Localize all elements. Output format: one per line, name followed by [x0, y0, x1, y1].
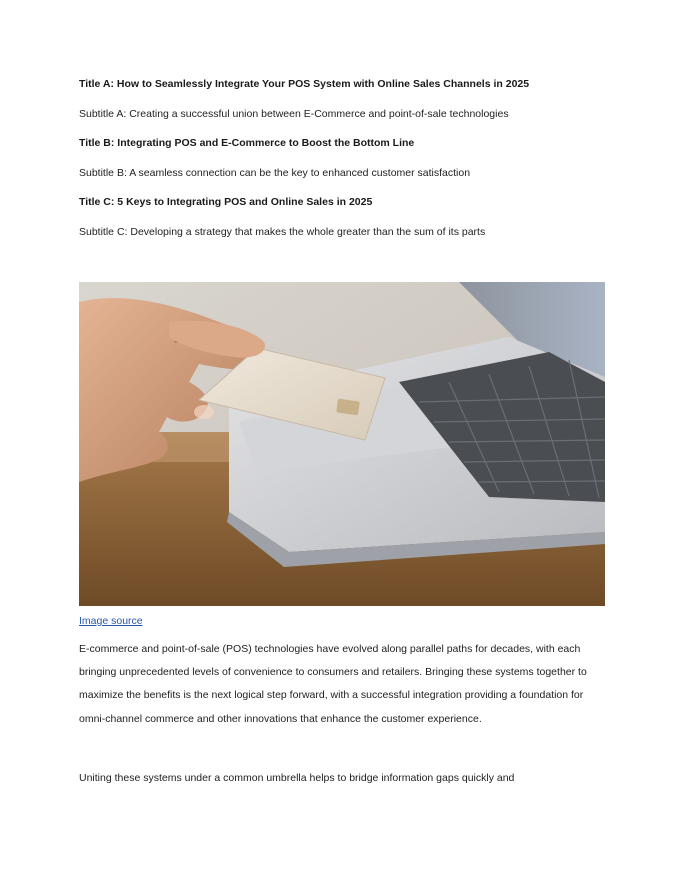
title-a: Title A: How to Seamlessly Integrate Your POS System with Online Sales Channels in 2025 [79, 78, 530, 90]
body-paragraph-2: Uniting these systems under a common umbrella helps to bridge information gaps quickly and [79, 772, 515, 784]
image-source-link[interactable]: Image source [79, 615, 143, 627]
title-b: Title B: Integrating POS and E-Commerce to Boost the Bottom Line [79, 137, 415, 149]
subtitle-c: Subtitle C: Developing a strategy that makes the whole greater than the sum of its parts [79, 226, 486, 238]
title-c: Title C: 5 Keys to Integrating POS and Online Sales in 2025 [79, 196, 373, 208]
subtitle-a: Subtitle A: Creating a successful union between E-Commerce and point-of-sale technologies [79, 108, 509, 120]
hero-photo-card-laptop [79, 282, 605, 606]
body-paragraph-1: E-commerce and point-of-sale (POS) technologies have evolved along parallel paths for decades, with each bringing unprecedented levels of convenience to consumers and retailers. Bringing these systems together to maximize the benefits is the next logical step forward, with a successful integration providing a foundation for omni-channel commerce and other innovations that enhance the customer experience. [79, 643, 587, 725]
subtitle-b: Subtitle B: A seamless connection can be the key to enhanced customer satisfaction [79, 167, 471, 179]
